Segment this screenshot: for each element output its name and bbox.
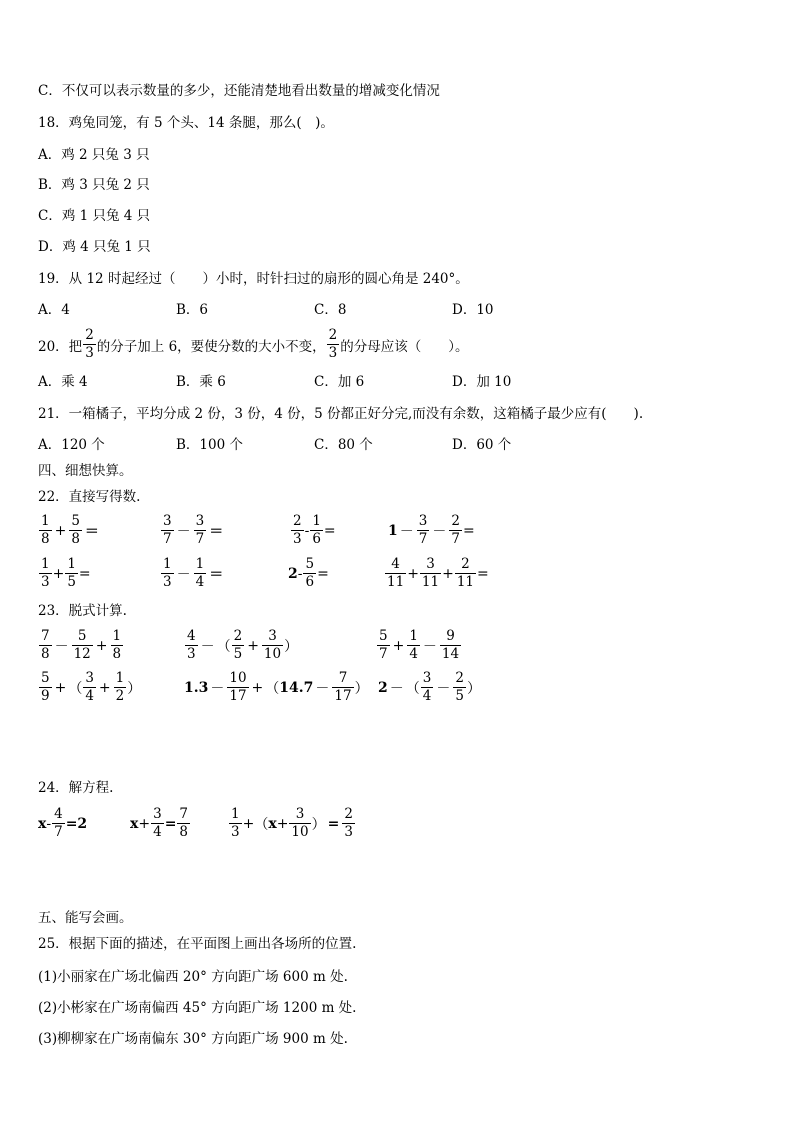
denominator: 8 xyxy=(179,824,189,840)
fraction xyxy=(39,513,52,548)
math-symbol: = xyxy=(327,815,340,832)
question-21: 21．一箱橘子，平均分成 2 份，3 份，4 份，5 份都正好分完,而没有余数，这箱橘子最少应有( ). xyxy=(38,406,644,422)
math-symbol: － xyxy=(210,680,225,697)
q22-expr-1 xyxy=(38,513,101,548)
numerator: 10 xyxy=(229,670,247,686)
numerator: 4 xyxy=(187,628,196,644)
fraction xyxy=(453,670,466,705)
math-symbol: - xyxy=(304,522,310,539)
denominator: 4 xyxy=(85,688,94,704)
denominator: 17 xyxy=(229,688,247,704)
fraction xyxy=(161,513,174,548)
numerator: 2 xyxy=(293,513,302,529)
math-symbol: ） xyxy=(466,680,481,697)
q23-expr-4 xyxy=(38,670,141,705)
fraction xyxy=(342,806,355,841)
q22-expr-6 xyxy=(160,556,225,591)
math-symbol: + xyxy=(247,637,259,654)
math-symbol: ） xyxy=(311,816,326,833)
numerator: 5 xyxy=(72,628,93,646)
q24-eq-3 xyxy=(228,806,356,841)
q22-expr-4 xyxy=(388,513,475,548)
numerator: 3 xyxy=(418,513,428,529)
question-22: 22．直接写得数. xyxy=(38,489,141,505)
numerator: 2 xyxy=(344,806,353,822)
denominator: 12 xyxy=(73,646,91,662)
fraction xyxy=(185,628,198,663)
math-symbol: 14.7 xyxy=(279,679,314,696)
math-symbol: = xyxy=(78,565,91,582)
numerator: 9 xyxy=(440,628,461,646)
math-symbol: + xyxy=(54,522,67,539)
math-symbol: － xyxy=(432,523,447,540)
fraction xyxy=(161,556,174,591)
fraction xyxy=(455,556,476,591)
question-20 xyxy=(38,327,469,362)
denominator: 11 xyxy=(456,574,475,590)
math-symbol: 1 xyxy=(388,522,398,539)
math-symbol: = xyxy=(317,565,329,582)
math-symbol: + xyxy=(442,565,454,582)
denominator: 11 xyxy=(387,574,405,590)
numerator: 1 xyxy=(163,556,172,572)
math-symbol: + xyxy=(95,637,108,654)
fraction xyxy=(303,556,316,591)
math-symbol: + xyxy=(407,565,419,582)
question-23: 23．脱式计算. xyxy=(38,603,127,619)
denominator: 6 xyxy=(312,531,321,547)
fraction xyxy=(449,513,462,548)
denominator: 3 xyxy=(163,574,172,590)
math-symbol: － xyxy=(422,638,437,655)
denominator: 3 xyxy=(344,824,353,840)
math-symbol: － xyxy=(389,680,404,697)
fraction xyxy=(332,670,353,705)
math-symbol: － xyxy=(176,566,191,583)
numerator: 2 xyxy=(85,327,94,343)
math-symbol: x xyxy=(130,815,139,832)
numerator: 1 xyxy=(67,556,76,572)
numerator: 2 xyxy=(328,327,338,343)
numerator: 7 xyxy=(41,628,50,644)
numerator: 3 xyxy=(420,556,441,574)
q23-expr-3 xyxy=(376,628,462,663)
denominator: 8 xyxy=(41,646,50,662)
numerator: 2 xyxy=(233,628,243,644)
math-symbol: 1.3 xyxy=(184,679,209,696)
numerator: 3 xyxy=(422,670,432,686)
math-symbol: （ xyxy=(405,680,420,697)
fraction xyxy=(65,556,78,591)
fraction xyxy=(114,670,127,705)
question-19: 19．从 12 时起经过（ ）小时，时针扫过的扇形的圆心角是 240°。 xyxy=(38,271,469,287)
question-25: 25．根据下面的描述，在平面图上画出各场所的位置. xyxy=(38,936,357,952)
math-symbol: = xyxy=(477,565,489,582)
numerator: 2 xyxy=(455,556,476,574)
math-symbol: = xyxy=(462,522,475,539)
math-symbol: + xyxy=(392,637,405,654)
denominator: 4 xyxy=(409,646,418,662)
fraction xyxy=(310,513,323,548)
denominator: 8 xyxy=(41,531,50,547)
denominator: 3 xyxy=(85,345,94,361)
numerator: 4 xyxy=(54,806,63,822)
denominator: 7 xyxy=(451,531,460,547)
math-symbol: 2 xyxy=(288,565,298,582)
denominator: 7 xyxy=(195,531,205,547)
q20-option-b: B．乘 6 xyxy=(176,374,226,390)
denominator: 3 xyxy=(293,531,302,547)
q20-suffix: 的分母应该（ ）。 xyxy=(340,338,469,355)
math-symbol: （ xyxy=(254,816,269,833)
denominator: 10 xyxy=(291,824,309,840)
fraction xyxy=(385,556,406,591)
q21-option-a: A．120 个 xyxy=(38,437,105,453)
option-c-text: C．不仅可以表示数量的多少，还能清楚地看出数量的增减变化情况 xyxy=(38,83,440,99)
q20-fraction-1 xyxy=(83,327,96,362)
numerator: 3 xyxy=(262,628,283,646)
fraction xyxy=(407,628,420,663)
numerator: 3 xyxy=(195,513,205,529)
math-symbol: － xyxy=(399,523,414,540)
numerator: 1 xyxy=(312,513,321,529)
numerator: 5 xyxy=(379,628,388,644)
q20-option-c: C．加 6 xyxy=(314,374,365,390)
fraction xyxy=(83,670,96,705)
math-symbol: + xyxy=(276,815,289,832)
math-symbol: － xyxy=(315,680,330,697)
denominator: 5 xyxy=(67,574,76,590)
q24-eq-1 xyxy=(38,806,87,841)
q22-expr-8 xyxy=(384,556,489,591)
q20-fraction-2 xyxy=(327,327,340,362)
math-symbol: ） xyxy=(127,680,142,697)
fraction xyxy=(289,806,310,841)
fraction xyxy=(417,513,430,548)
math-symbol: （ xyxy=(68,680,83,697)
question-24: 24．解方程. xyxy=(38,780,114,796)
denominator: 8 xyxy=(112,646,122,662)
math-symbol: x xyxy=(38,815,47,832)
denominator: 14 xyxy=(441,646,460,662)
denominator: 7 xyxy=(379,646,388,662)
numerator: 3 xyxy=(153,806,162,822)
fraction xyxy=(421,670,434,705)
denominator: 10 xyxy=(263,646,282,662)
q20-prefix: 20．把 xyxy=(38,338,83,355)
q19-option-d: D．10 xyxy=(452,302,494,318)
numerator: 2 xyxy=(451,513,460,529)
math-symbol: － xyxy=(436,680,451,697)
q18-option-a: A．鸡 2 只兔 3 只 xyxy=(38,147,150,163)
math-symbol: ） xyxy=(354,680,369,697)
q22-expr-5 xyxy=(38,556,91,591)
math-symbol: + xyxy=(251,679,264,696)
numerator: 3 xyxy=(85,670,94,686)
fraction xyxy=(111,628,124,663)
denominator: 2 xyxy=(115,688,125,704)
fraction xyxy=(72,628,93,663)
fraction xyxy=(291,513,304,548)
fraction xyxy=(229,806,242,841)
numerator: 1 xyxy=(112,628,122,644)
q23-expr-6 xyxy=(378,670,481,705)
q18-option-d: D．鸡 4 只兔 1 只 xyxy=(38,239,151,255)
numerator: 1 xyxy=(409,628,418,644)
q25-item-3: (3)柳柳家在广场南偏东 30° 方向距广场 900 m 处. xyxy=(38,1031,348,1047)
denominator: 9 xyxy=(41,688,50,704)
fraction xyxy=(151,806,164,841)
math-symbol: （ xyxy=(216,638,231,655)
math-symbol: + xyxy=(54,679,67,696)
math-symbol: ） xyxy=(284,638,299,655)
numerator: 7 xyxy=(179,806,189,822)
math-symbol: ＝ xyxy=(209,523,224,540)
q20-option-a: A．乘 4 xyxy=(38,374,88,390)
math-symbol: － xyxy=(54,638,69,655)
q21-option-d: D．60 个 xyxy=(452,437,512,453)
math-symbol: 2 xyxy=(77,815,88,832)
q20-option-d: D．加 10 xyxy=(452,374,512,390)
q23-expr-2 xyxy=(184,628,298,663)
q23-expr-5 xyxy=(184,670,369,705)
denominator: 11 xyxy=(421,574,440,590)
q18-option-b: B．鸡 3 只兔 2 只 xyxy=(38,177,150,193)
denominator: 3 xyxy=(41,574,50,590)
numerator: 5 xyxy=(41,670,50,686)
math-symbol: x xyxy=(268,815,277,832)
numerator: 1 xyxy=(41,556,50,572)
denominator: 3 xyxy=(328,345,338,361)
q21-option-c: C．80 个 xyxy=(314,437,373,453)
q21-option-b: B．100 个 xyxy=(176,437,243,453)
fraction xyxy=(194,556,207,591)
q20-middle: 的分子加上 6，要使分数的大小不变， xyxy=(96,338,326,355)
q23-expr-1 xyxy=(38,628,124,663)
fraction xyxy=(440,628,461,663)
numerator: 1 xyxy=(195,556,205,572)
fraction xyxy=(420,556,441,591)
math-symbol: + xyxy=(242,815,255,832)
section-5-heading: 五、能写会画。 xyxy=(38,910,133,926)
q22-expr-3 xyxy=(290,513,336,548)
denominator: 3 xyxy=(231,824,240,840)
math-symbol: = xyxy=(323,522,336,539)
denominator: 5 xyxy=(233,646,243,662)
fraction xyxy=(194,513,207,548)
fraction xyxy=(39,628,52,663)
denominator: 4 xyxy=(153,824,162,840)
numerator: 7 xyxy=(332,670,353,688)
numerator: 3 xyxy=(289,806,310,824)
math-symbol: + xyxy=(138,815,151,832)
math-symbol: = xyxy=(65,815,78,832)
math-symbol: + xyxy=(52,565,65,582)
denominator: 3 xyxy=(187,646,196,662)
q24-eq-2 xyxy=(130,806,191,841)
math-symbol: - xyxy=(46,815,52,832)
math-symbol: （ xyxy=(265,680,280,697)
q19-option-a: A．4 xyxy=(38,302,70,318)
denominator: 17 xyxy=(334,688,352,704)
q18-option-c: C．鸡 1 只兔 4 只 xyxy=(38,208,151,224)
q19-option-b: B．6 xyxy=(176,302,209,318)
numerator: 5 xyxy=(305,556,315,572)
denominator: 7 xyxy=(163,531,172,547)
fraction xyxy=(39,670,52,705)
q25-item-2: (2)小彬家在广场南偏西 45° 方向距广场 1200 m 处. xyxy=(38,1000,357,1016)
denominator: 5 xyxy=(455,688,464,704)
denominator: 7 xyxy=(54,824,63,840)
denominator: 6 xyxy=(305,574,315,590)
q22-expr-7 xyxy=(288,556,329,591)
numerator: 1 xyxy=(41,513,50,529)
numerator: 4 xyxy=(385,556,406,574)
numerator: 5 xyxy=(71,513,80,529)
section-4-heading: 四、细想快算。 xyxy=(38,463,133,479)
fraction xyxy=(232,628,245,663)
denominator: 4 xyxy=(422,688,432,704)
denominator: 7 xyxy=(418,531,428,547)
numerator: 2 xyxy=(455,670,464,686)
fraction xyxy=(262,628,283,663)
q19-option-c: C．8 xyxy=(314,302,347,318)
fraction xyxy=(227,670,248,705)
math-symbol: 2 xyxy=(378,679,388,696)
math-symbol: + xyxy=(98,679,111,696)
math-symbol: - xyxy=(297,565,303,582)
q25-item-1: (1)小丽家在广场北偏西 20° 方向距广场 600 m 处. xyxy=(38,969,348,985)
fraction xyxy=(177,806,190,841)
fraction xyxy=(69,513,82,548)
math-symbol: － xyxy=(176,523,191,540)
math-symbol: = xyxy=(164,815,177,832)
question-18: 18．鸡兔同笼，有 5 个头、14 条腿，那么( )。 xyxy=(38,115,334,131)
q22-expr-2 xyxy=(160,513,225,548)
denominator: 4 xyxy=(195,574,205,590)
fraction xyxy=(377,628,390,663)
fraction xyxy=(39,556,52,591)
math-symbol: ＝ xyxy=(209,566,224,583)
numerator: 3 xyxy=(163,513,172,529)
numerator: 1 xyxy=(115,670,125,686)
numerator: 1 xyxy=(231,806,240,822)
math-symbol: ＝ xyxy=(84,523,99,540)
denominator: 8 xyxy=(71,531,80,547)
fraction xyxy=(52,806,65,841)
math-symbol: － xyxy=(200,638,215,655)
